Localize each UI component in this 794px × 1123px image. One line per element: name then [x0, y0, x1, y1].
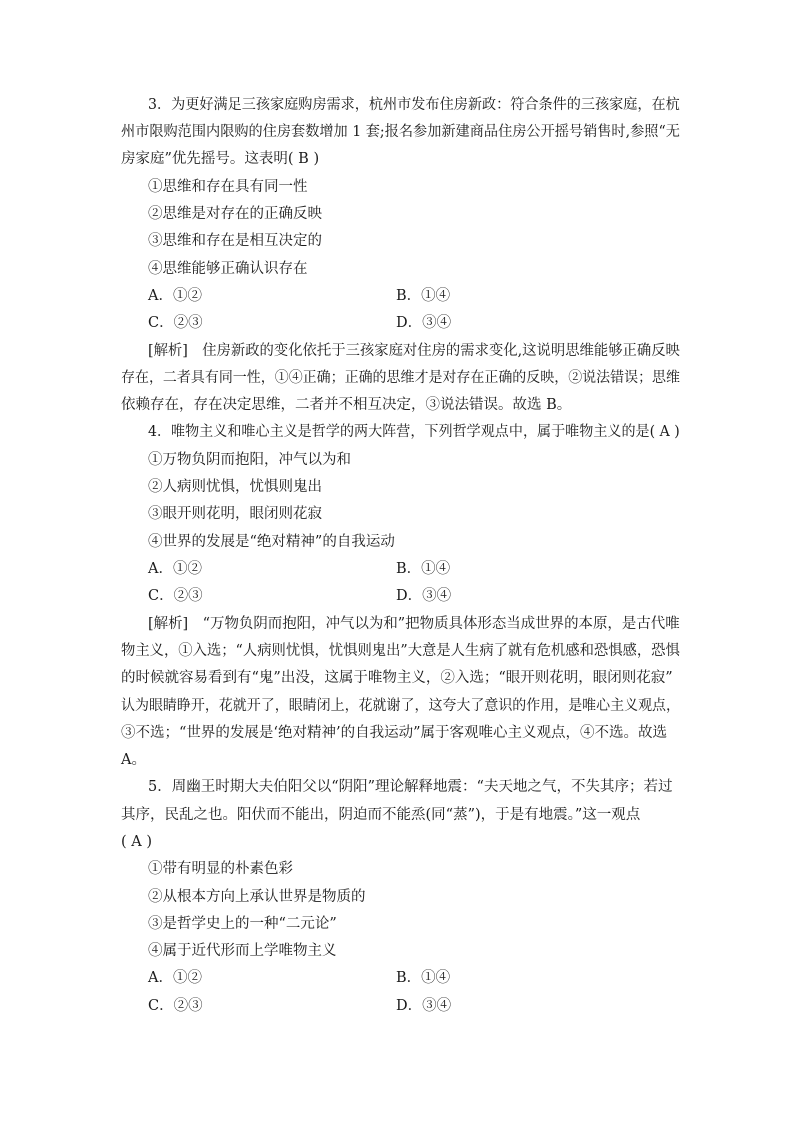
- q3-stem-line-3: 房家庭”优先摇号。这表明( B ): [121, 151, 320, 167]
- q3-item-3: ③思维和存在是相互决定的: [148, 233, 322, 249]
- q4-analysis-line-4: 认为眼睛睁开，花就开了，眼睛闭上，花就谢了，这夸大了意识的作用，是唯心主义观点，: [121, 698, 681, 714]
- q4-option-a: A．①②: [148, 561, 202, 577]
- q4-analysis-line-2: 物主义，①入选；“人病则忧惧，忧惧则鬼出”大意是人生病了就有危机感和恐惧感，恐惧: [121, 643, 680, 659]
- q3-option-c: C．②③: [148, 315, 203, 331]
- q4-analysis-line-6: A。: [121, 752, 146, 768]
- q5-stem-line-2: 其序，民乱之也。阳伏而不能出，阴迫而不能烝(同“蒸”)，于是有地震。”这一观点: [121, 807, 641, 823]
- q4-option-b: B．①④: [396, 561, 451, 577]
- q5-stem-line-3: ( A ): [121, 834, 153, 850]
- q4-analysis-line-3: 的时候就容易看到有“鬼”出没，这属于唯物主义，②入选；“眼开则花明，眼闭则花寂”: [121, 670, 673, 686]
- q5-item-2: ②从根本方向上承认世界是物质的: [148, 889, 366, 905]
- q5-stem-line-1: 5．周幽王时期大夫伯阳父以“阴阳”理论解释地震：“夫天地之气，不失其序；若过: [148, 779, 673, 795]
- q3-analysis-line-1: [解析] 住房新政的变化依托于三孩家庭对住房的需求变化,这说明思维能够正确反映: [148, 343, 680, 359]
- q4-option-d: D．③④: [396, 588, 452, 604]
- q5-option-a: A．①②: [148, 970, 202, 986]
- q4-item-4: ④世界的发展是“绝对精神”的自我运动: [148, 534, 395, 550]
- q4-item-1: ①万物负阴而抱阳，冲气以为和: [148, 452, 351, 468]
- q5-item-3: ③是哲学史上的一种“二元论”: [148, 916, 337, 932]
- q3-item-2: ②思维是对存在的正确反映: [148, 206, 322, 222]
- q3-analysis-line-2: 存在，二者具有同一性，①④正确；正确的思维才是对存在正确的反映，②说法错误；思维: [121, 370, 681, 386]
- q3-stem-line-2: 州市限购范围内限购的住房套数增加 1 套;报名参加新建商品住房公开摇号销售时,参照“无: [121, 124, 680, 140]
- q5-item-1: ①带有明显的朴素色彩: [148, 861, 293, 877]
- q4-stem-line-1: 4．唯物主义和唯心主义是哲学的两大阵营，下列哲学观点中，属于唯物主义的是( A ): [148, 424, 680, 440]
- q4-analysis-line-5: ③不选；“世界的发展是‘绝对精神’的自我运动”属于客观唯心主义观点，④不选。故选: [121, 725, 668, 741]
- q3-option-b: B．①④: [396, 288, 451, 304]
- q5-option-c: C．②③: [148, 998, 203, 1014]
- q5-option-d: D．③④: [396, 998, 452, 1014]
- q4-option-c: C．②③: [148, 588, 203, 604]
- q3-item-1: ①思维和存在具有同一性: [148, 179, 308, 195]
- q5-option-b: B．①④: [396, 970, 451, 986]
- q3-item-4: ④思维能够正确认识存在: [148, 261, 308, 277]
- q4-item-2: ②人病则忧惧，忧惧则鬼出: [148, 479, 322, 495]
- q3-option-a: A．①②: [148, 288, 202, 304]
- q3-analysis-line-3: 依赖存在，存在决定思维，二者并不相互决定，③说法错误。故选 B。: [121, 397, 572, 413]
- q4-analysis-line-1: [解析] “万物负阴而抱阳，冲气以为和”把物质具体形态当成世界的本原，是古代唯: [148, 616, 680, 632]
- q4-item-3: ③眼开则花明，眼闭则花寂: [148, 506, 322, 522]
- q3-stem-line-1: 3．为更好满足三孩家庭购房需求，杭州市发布住房新政：符合条件的三孩家庭，在杭: [148, 97, 680, 113]
- q3-option-d: D．③④: [396, 315, 452, 331]
- q5-item-4: ④属于近代形而上学唯物主义: [148, 943, 337, 959]
